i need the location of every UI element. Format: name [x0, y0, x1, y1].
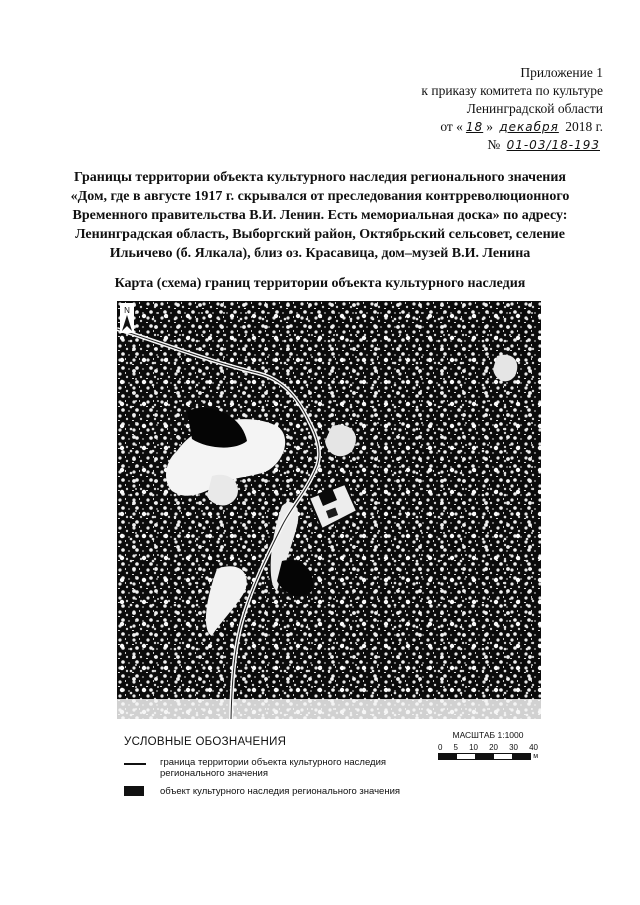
title-line-1: Границы территории объекта культурного наследия регионального значения: [73, 170, 566, 185]
appendix-line-2: к приказу комитета по культуре: [421, 83, 603, 98]
scale-tick: 0: [438, 743, 443, 752]
appendix-line-1: Приложение 1: [520, 65, 603, 80]
legend-title: УСЛОВНЫЕ ОБОЗНАЧЕНИЯ: [124, 736, 287, 748]
scale-bar-row: [438, 752, 538, 760]
legend-boundary-label: граница территории объекта культурного наследия регионального значения: [160, 757, 387, 779]
scale-tick: 10: [469, 743, 478, 752]
title-line-4: Ленинградская область, Выборгский район, Октябрьский сельсовет, селение: [75, 227, 565, 242]
title-line-2: «Дом, где в августе 1917 г. скрывался от преследования контрреволюционного: [70, 189, 570, 204]
date-month: декабря: [499, 120, 559, 134]
aerial-map-svg: [117, 301, 541, 719]
scale-bar-graphic: [438, 753, 531, 760]
scale-title: МАСШТАБ 1:1000: [452, 730, 524, 740]
number-prefix: №: [487, 137, 501, 152]
appendix-date: [421, 118, 603, 136]
aerial-map: [117, 301, 541, 719]
scale-ticks: [438, 743, 538, 752]
title-line-5: Ильичево (б. Ялкала), близ оз. Красавица, дом–музей В.И. Ленина: [109, 246, 531, 261]
clearing: [117, 699, 541, 719]
number-value: 01-03/18-193: [506, 138, 600, 152]
boundary-line-icon: [124, 763, 146, 765]
document-title: [40, 168, 600, 263]
scale-tick: 5: [453, 743, 458, 752]
title-line-3: Временного правительства В.И. Ленин. Есть мемориальная доска» по адресу:: [72, 208, 568, 223]
north-label: N: [124, 306, 130, 315]
map-subtitle: Карта (схема) границ территории объекта культурного наследия: [114, 276, 526, 291]
appendix-line-3: Ленинградской области: [466, 101, 603, 116]
scale-tick: 20: [489, 743, 498, 752]
legend-object-label: объект культурного наследия регионального значения: [160, 786, 401, 797]
date-prefix: от «: [440, 119, 463, 134]
appendix-number: [421, 136, 603, 154]
scale-unit: м: [533, 752, 538, 760]
appendix-header: [421, 64, 603, 154]
scale-bar: [438, 730, 538, 760]
scale-tick: 30: [509, 743, 518, 752]
date-mid: »: [486, 119, 493, 134]
date-year: 2018 г.: [565, 119, 603, 134]
heritage-object-icon: [124, 786, 144, 796]
scale-tick: 40: [529, 743, 538, 752]
date-day: 18: [465, 120, 484, 134]
